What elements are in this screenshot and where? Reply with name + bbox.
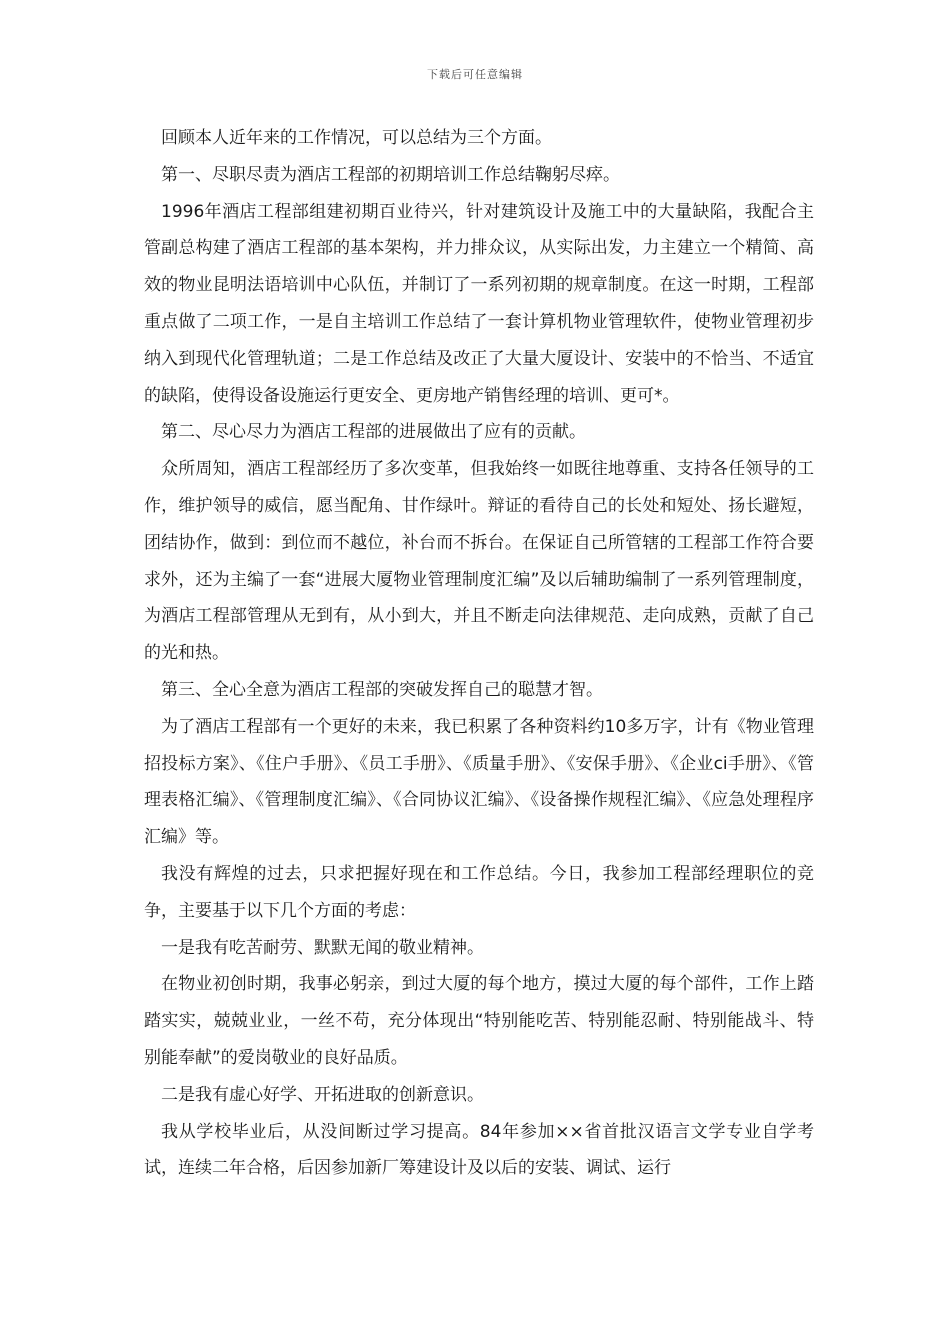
paragraph: 我从学校毕业后，从没间断过学习提高。84年参加××省首批汉语言文学专业自学考试，连续二年合格，后因参加新厂筹建设计及以后的安装、调试、运行 — [144, 1121, 814, 1179]
paragraph: 第三、全心全意为酒店工程部的突破发挥自己的聪慧才智。 — [161, 679, 603, 700]
paragraph: 第二、尽心尽力为酒店工程部的进展做出了应有的贡献。 — [161, 422, 586, 443]
paragraph: 为了酒店工程部有一个更好的未来，我已积累了各种资料约10多万字，计有《物业管理招投标方案》、《住户手册》、《员工手册》、《质量手册》、《安保手册》、《企业ci手册》、《管理表格汇编》、《管理制度汇编》、《合同协议汇编》、《设备操作规程汇编》、《应急处理程序汇编》等。 — [144, 716, 814, 848]
paragraph: 1996年酒店工程部组建初期百业待兴，针对建筑设计及施工中的大量缺陷，我配合主管副总构建了酒店工程部的基本架构，并力排众议，从实际出发，力主建立一个精简、高效的物业昆明法语培训中心队伍，并制订了一系列初期的规章制度。在这一时期，工程部重点做了二项工作，一是自主培训工作总结了一套计算机物业管理软件，使物业管理初步纳入到现代化管理轨道；二是工作总结及改正了大量大厦设计、安装中的不恰当、不适宜的缺陷，使得设备设施运行更安全、更房地产销售经理的培训、更可*。 — [144, 201, 814, 406]
page-header: 下载后可任意编辑 — [427, 68, 523, 81]
paragraph: 我没有辉煌的过去，只求把握好现在和工作总结。今日，我参加工程部经理职位的竞争，主要基于以下几个方面的考虑： — [144, 863, 814, 921]
document-body — [144, 120, 814, 1187]
paragraph: 回顾本人近年来的工作情况，可以总结为三个方面。 — [161, 128, 552, 148]
paragraph: 第一、尽职尽责为酒店工程部的初期培训工作总结鞠躬尽瘁。 — [161, 164, 620, 185]
paragraph: 众所周知，酒店工程部经历了多次变革，但我始终一如既往地尊重、支持各任领导的工作，维护领导的威信，愿当配角、甘作绿叶。辩证的看待自己的长处和短处、扬长避短，团结协作，做到：到位而不越位，补台而不拆台。在保证自己所管辖的工程部工作符合要求外，还为主编了一套“进展大厦物业管理制度汇编”及以后辅助编制了一系列管理制度，为酒店工程部管理从无到有，从小到大，并且不断走向法律规范、走向成熟，贡献了自己的光和热。 — [144, 459, 814, 664]
paragraph: 在物业初创时期，我事必躬亲，到过大厦的每个地方，摸过大厦的每个部件，工作上踏踏实实，兢兢业业，一丝不苟，充分体现出“特别能吃苦、特别能忍耐、特别能战斗、特别能奉献”的爱岗敬业的良好品质。 — [144, 974, 814, 1068]
paragraph: 一是我有吃苦耐劳、默默无闻的敬业精神。 — [161, 937, 484, 958]
paragraph: 二是我有虚心好学、开拓进取的创新意识。 — [161, 1084, 484, 1105]
